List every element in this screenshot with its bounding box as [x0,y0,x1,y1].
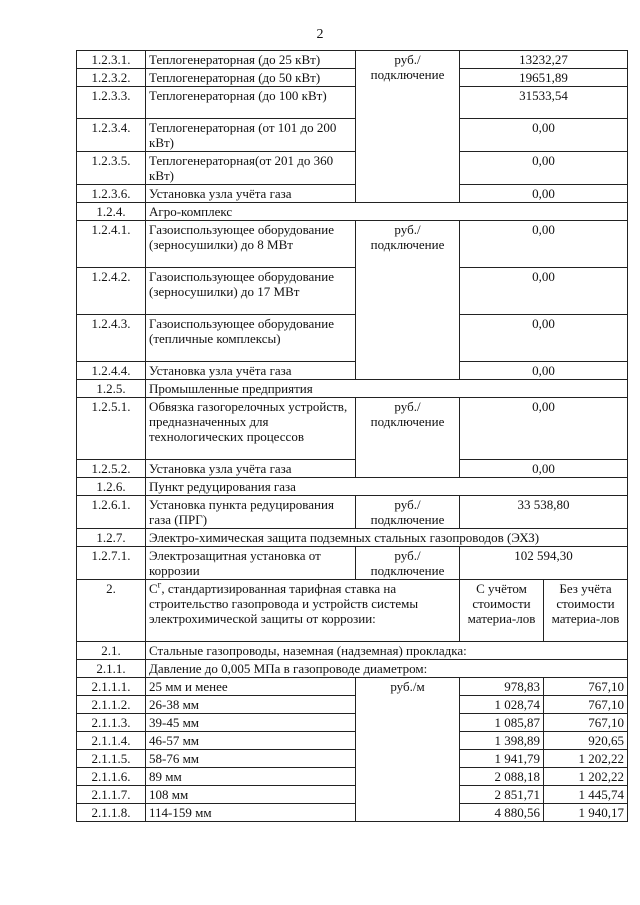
table-row [77,786,628,804]
table-row [77,678,628,696]
row-value: 31533,54 [460,87,628,119]
row-number: 1.2.3.2. [77,69,146,87]
row-name: 89 мм [146,768,356,786]
row-number: 2.1.1.1. [77,678,146,696]
value-without-materials: 1 445,74 [544,786,628,804]
row-number: 1.2.5.1. [77,398,146,460]
row-number: 2.1.1.4. [77,732,146,750]
value-with-materials: 2 088,18 [460,768,544,786]
row-number: 2.1.1.7. [77,786,146,804]
row-value: 0,00 [460,315,628,362]
row-name: Установка узла учёта газа [146,362,356,380]
row-name: Электрозащитная установка от коррозии [146,547,356,580]
section-row [77,380,628,398]
table-row [77,696,628,714]
table-row [77,221,628,268]
row-name: Теплогенераторная (от 101 до 200 кВт) [146,119,356,152]
table-row [77,732,628,750]
value-without-materials: 1 202,22 [544,768,628,786]
row-name: Установка пункта редуцирования газа (ПРГ) [146,496,356,529]
table-row [77,51,628,69]
row-number: 1.2.4.1. [77,221,146,268]
value-with-materials: 2 851,71 [460,786,544,804]
value-with-materials: 1 398,89 [460,732,544,750]
column-with-materials: С учётом стоимости материа-лов [460,580,544,642]
row-number: 1.2.3.4. [77,119,146,152]
section-title: Промышленные предприятия [146,380,628,398]
unit-cell: руб./м [356,678,460,822]
rate-symbol: C [149,581,158,596]
row-number: 1.2.4.3. [77,315,146,362]
row-name: 46-57 мм [146,732,356,750]
section-number: 2.1.1. [77,660,146,678]
row-number: 1.2.3.6. [77,185,146,203]
row-value: 13232,27 [460,51,628,69]
row-value: 33 538,80 [460,496,628,529]
section-title: Давление до 0,005 МПа в газопроводе диаметром: [146,660,628,678]
row-value: 0,00 [460,221,628,268]
section-row [77,642,628,660]
table-row [77,69,628,87]
table-row [77,750,628,768]
row-value: 0,00 [460,362,628,380]
value-with-materials: 1 085,87 [460,714,544,732]
row-number: 1.2.5.2. [77,460,146,478]
table-row [77,87,628,119]
row-name: Теплогенераторная (до 50 кВт) [146,69,356,87]
row-number: 1.2.4.2. [77,268,146,315]
row-name: Теплогенераторная (до 25 кВт) [146,51,356,69]
table-row [77,460,628,478]
page-number: 2 [316,27,324,42]
value-without-materials: 1 940,17 [544,804,628,822]
section-row [77,660,628,678]
row-name: 58-76 мм [146,750,356,768]
row-number: 2.1.1.6. [77,768,146,786]
table-row [77,768,628,786]
table-row [77,398,628,460]
table-row [77,362,628,380]
row-name: 108 мм [146,786,356,804]
section-title: Пункт редуцирования газа [146,478,628,496]
table-row [77,804,628,822]
row-value: 102 594,30 [460,547,628,580]
unit-cell: руб./ подключение [356,398,460,478]
header-title [146,580,460,642]
table-row [77,185,628,203]
table-row [77,714,628,732]
row-value: 0,00 [460,460,628,478]
row-number: 1.2.4.4. [77,362,146,380]
section-number: 1.2.4. [77,203,146,221]
tariff-table [76,50,628,822]
row-name: 114-159 мм [146,804,356,822]
row-name: Газоиспользующее оборудование (зерносушилки) до 17 МВт [146,268,356,315]
value-with-materials: 4 880,56 [460,804,544,822]
value-without-materials: 767,10 [544,696,628,714]
row-number: 1.2.7.1. [77,547,146,580]
section-row [77,478,628,496]
value-with-materials: 978,83 [460,678,544,696]
table-row [77,119,628,152]
value-without-materials: 1 202,22 [544,750,628,768]
value-with-materials: 1 941,79 [460,750,544,768]
row-number: 2.1.1.8. [77,804,146,822]
section-number: 1.2.7. [77,529,146,547]
rate-description: , стандартизированная тарифная ставка на строительство газопровода и устройств системы электрохимической защиты от коррозии: [149,581,419,626]
section-row [77,529,628,547]
row-number: 1.2.6.1. [77,496,146,529]
table-row [77,315,628,362]
row-number: 1.2.3.3. [77,87,146,119]
row-number: 2. [77,580,146,642]
row-value: 0,00 [460,398,628,460]
table-row [77,152,628,185]
row-name: Установка узла учёта газа [146,185,356,203]
row-value: 0,00 [460,268,628,315]
section-row [77,203,628,221]
value-without-materials: 767,10 [544,714,628,732]
value-with-materials: 1 028,74 [460,696,544,714]
section-title: Стальные газопроводы, наземная (надземная) прокладка: [146,642,628,660]
table-row [77,496,628,529]
row-number: 2.1.1.3. [77,714,146,732]
column-without-materials: Без учёта стоимости материа-лов [544,580,628,642]
rate-superscript: г [157,579,162,590]
row-value: 0,00 [460,152,628,185]
unit-cell: руб./ подключение [356,221,460,380]
row-name: Теплогенераторная (до 100 кВт) [146,87,356,119]
row-name: 39-45 мм [146,714,356,732]
row-name: Установка узла учёта газа [146,460,356,478]
row-number: 1.2.3.1. [77,51,146,69]
unit-cell: руб./ подключение [356,496,460,529]
section-title: Электро-химическая защита подземных стальных газопроводов (ЭХЗ) [146,529,628,547]
row-name: Газоиспользующее оборудование (тепличные комплексы) [146,315,356,362]
row-name: Теплогенераторная(от 201 до 360 кВт) [146,152,356,185]
row-name: Обвязка газогорелочных устройств, предназначенных для технологических процессов [146,398,356,460]
row-value: 0,00 [460,185,628,203]
unit-cell: руб./ подключение [356,51,460,203]
value-without-materials: 920,65 [544,732,628,750]
unit-cell: руб./ подключение [356,547,460,580]
section-title: Агро-комплекс [146,203,628,221]
value-without-materials: 767,10 [544,678,628,696]
row-number: 2.1.1.5. [77,750,146,768]
row-number: 1.2.3.5. [77,152,146,185]
section-number: 1.2.5. [77,380,146,398]
row-name: 25 мм и менее [146,678,356,696]
header-row [77,580,628,642]
row-name: Газоиспользующее оборудование (зерносушилки) до 8 МВт [146,221,356,268]
row-value: 0,00 [460,119,628,152]
row-name: 26-38 мм [146,696,356,714]
table-row [77,268,628,315]
row-value: 19651,89 [460,69,628,87]
section-number: 1.2.6. [77,478,146,496]
table-row [77,547,628,580]
section-number: 2.1. [77,642,146,660]
row-number: 2.1.1.2. [77,696,146,714]
